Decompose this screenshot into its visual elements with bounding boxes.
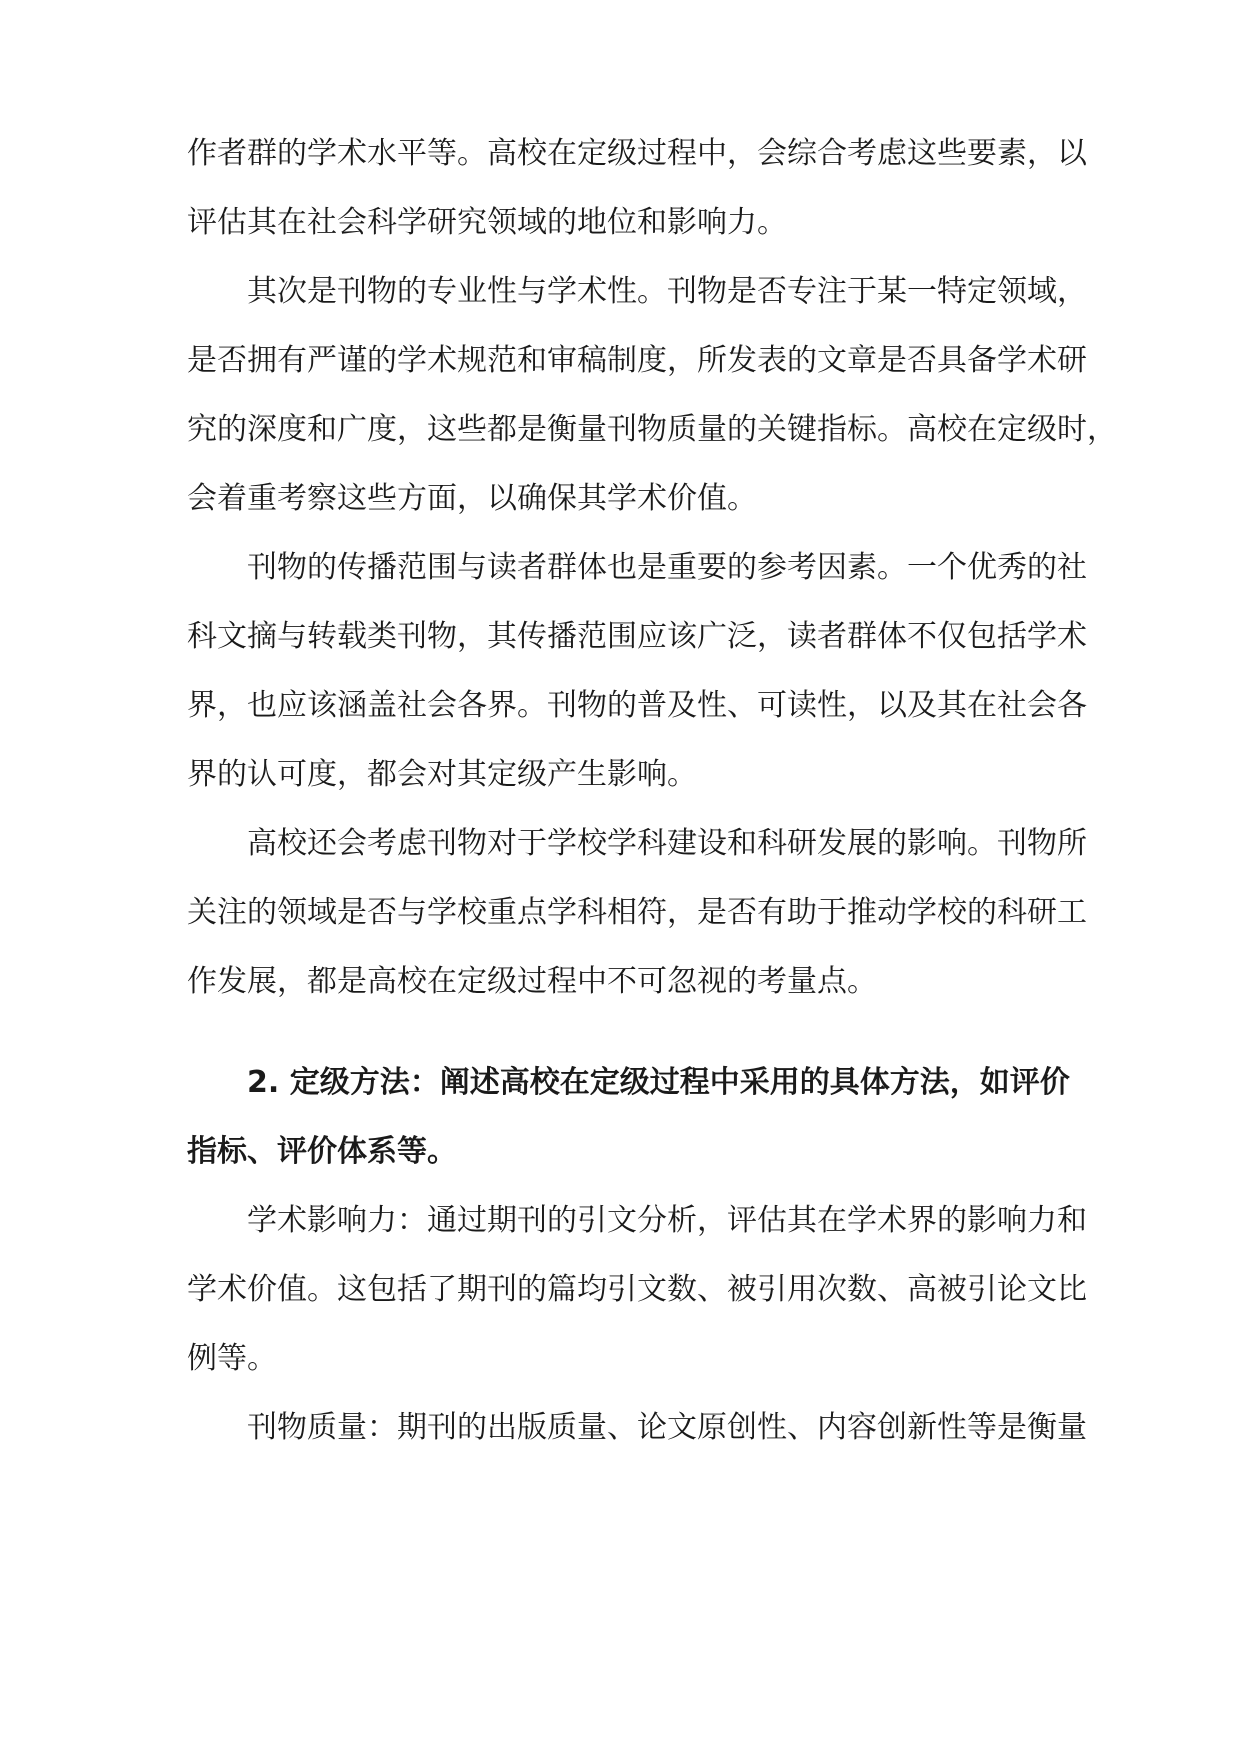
paragraph-line: 作者群的学术水平等。高校在定级过程中，会综合考虑这些要素，以	[187, 136, 1087, 171]
paragraph-line: 刊物的传播范围与读者群体也是重要的参考因素。一个优秀的社	[247, 550, 1087, 585]
paragraph-line: 例等。	[187, 1341, 277, 1376]
paragraph-line: 学术影响力：通过期刊的引文分析，评估其在学术界的影响力和	[247, 1203, 1087, 1238]
section-heading: 指标、评价体系等。	[187, 1134, 457, 1169]
paragraph-line: 高校还会考虑刊物对于学校学科建设和科研发展的影响。刊物所	[247, 826, 1087, 861]
paragraph-line: 科文摘与转载类刊物，其传播范围应该广泛，读者群体不仅包括学术	[187, 619, 1087, 654]
paragraph-line: 关注的领域是否与学校重点学科相符，是否有助于推动学校的科研工	[187, 895, 1087, 930]
paragraph-line: 评估其在社会科学研究领域的地位和影响力。	[187, 205, 787, 240]
section-heading: 2. 定级方法：阐述高校在定级过程中采用的具体方法，如评价	[247, 1065, 1070, 1100]
paragraph-line: 会着重考察这些方面，以确保其学术价值。	[187, 481, 757, 516]
paragraph-line: 是否拥有严谨的学术规范和审稿制度，所发表的文章是否具备学术研	[187, 343, 1087, 378]
paragraph-line: 界的认可度，都会对其定级产生影响。	[187, 757, 697, 792]
paragraph-line: 界，也应该涵盖社会各界。刊物的普及性、可读性，以及其在社会各	[187, 688, 1087, 723]
paragraph-line: 其次是刊物的专业性与学术性。刊物是否专注于某一特定领域，	[247, 274, 1087, 309]
paragraph-line: 究的深度和广度，这些都是衡量刊物质量的关键指标。高校在定级时，	[187, 412, 1117, 447]
paragraph-line: 学术价值。这包括了期刊的篇均引文数、被引用次数、高被引论文比	[187, 1272, 1087, 1307]
paragraph-line: 刊物质量：期刊的出版质量、论文原创性、内容创新性等是衡量	[247, 1410, 1087, 1445]
paragraph-line: 作发展，都是高校在定级过程中不可忽视的考量点。	[187, 964, 877, 999]
